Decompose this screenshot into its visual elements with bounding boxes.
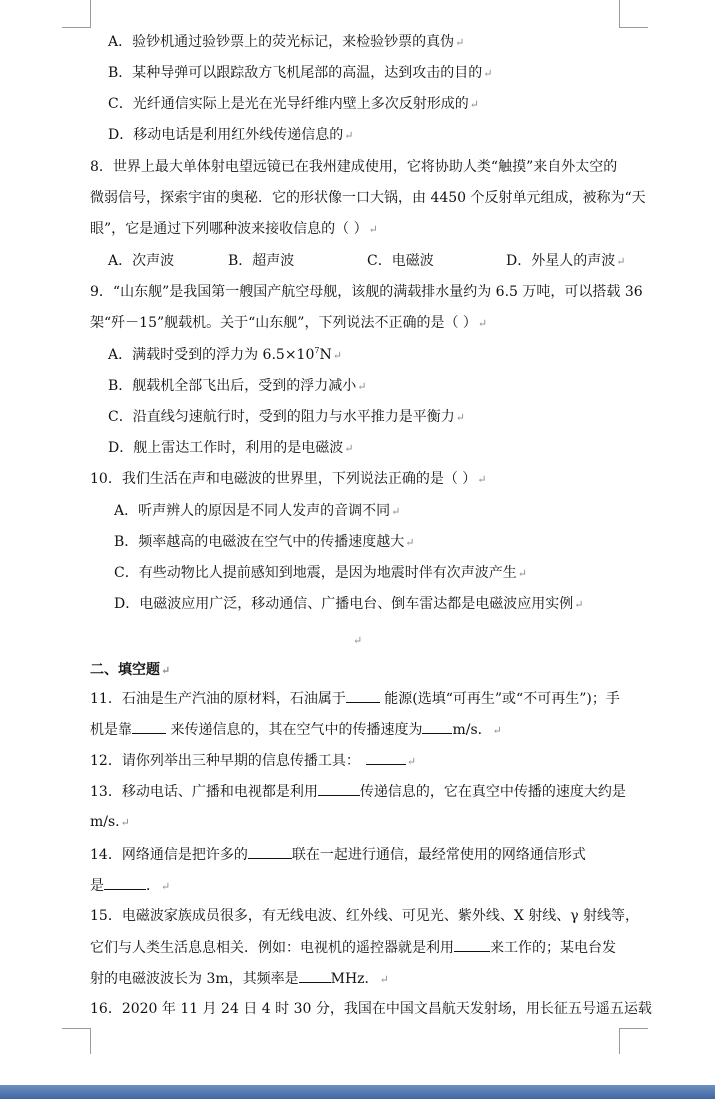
q9-option-c: C．沿直线匀速航行时，受到的阻力与水平推力是平衡力↵ <box>108 409 465 425</box>
q11-line-2: 机是靠 来传递信息的，其在空气中的传播速度为 m/s．↵ <box>90 719 502 741</box>
q9-option-b: B．舰载机全部飞出后，受到的浮力减小↵ <box>108 378 367 394</box>
q10-option-c: C．有些动物比人提前感知到地震，是因为地震时伴有次声波产生↵ <box>114 565 527 581</box>
q11-blank-1[interactable] <box>346 688 380 703</box>
crop-mark-top-right-v <box>619 0 620 28</box>
q13-line-1: 13．移动电话、广播和电视都是利用 传递信息的，它在真空中传播的速度大约是 <box>90 781 626 802</box>
q8-stem-line-1: 8．世界上最大单体射电望远镜已在我州建成使用，它将协助人类“触摸”来自外太空的 <box>90 159 618 175</box>
crop-mark-top-right-h <box>620 27 648 28</box>
crop-mark-bottom-right-v <box>619 1028 620 1054</box>
crop-mark-bottom-right-h <box>620 1028 648 1029</box>
q15-line-3: 射的电磁波波长为 3m，其频率是 MHz．↵ <box>90 968 389 990</box>
q7-option-d: D．移动电话是利用红外线传递信息的↵ <box>108 127 354 143</box>
q12-line: 12．请你列举出三种早期的信息传播工具： ↵ <box>90 750 416 772</box>
q12-blank[interactable] <box>366 750 406 765</box>
q9-option-d: D．舰上雷达工作时，利用的是电磁波↵ <box>108 440 354 456</box>
q8-stem-line-3: 眼”，它是通过下列哪种波来接收信息的（ ）↵ <box>90 221 378 237</box>
q8-option-d: D．外星人的声波↵ <box>506 253 626 269</box>
q10-option-b: B．频率越高的电磁波在空气中的传播速度越大↵ <box>114 534 415 550</box>
empty-paragraph-mark: ↵ <box>353 634 363 647</box>
q10-stem: 10．我们生活在声和电磁波的世界里，下列说法正确的是（ ）↵ <box>90 471 487 487</box>
q14-line-1: 14．网络通信是把许多的 联在一起进行通信，最经常使用的网络通信形式 <box>90 844 586 865</box>
q14-blank-1[interactable] <box>248 844 292 859</box>
q16-line-1: 16．2020 年 11 月 24 日 4 时 30 分，我国在中国文昌航天发射场，用长征五号遥五运载 <box>90 1001 652 1017</box>
q7-option-b: B．某种导弹可以跟踪敌方飞机尾部的高温，达到攻击的目的↵ <box>108 65 493 81</box>
q15-blank-2[interactable] <box>299 968 331 983</box>
q8-option-b: B．超声波 <box>228 253 295 269</box>
crop-mark-top-left-h <box>62 27 90 28</box>
q15-line-1: 15．电磁波家族成员很多，有无线电波、红外线、可见光、紫外线、X 射线、γ 射线等， <box>90 908 640 924</box>
q13-line-2: m/s.↵ <box>90 814 130 830</box>
crop-mark-bottom-left-v <box>90 1028 91 1054</box>
q11-line-1: 11．石油是生产汽油的原材料，石油属于 能源(选填“可再生”或“不可再生”)；手 <box>90 688 620 709</box>
q8-stem-line-2: 微弱信号，探索宇宙的奥秘．它的形状像一口大锅，由 4450 个反射单元组成，被称为“天 <box>90 190 646 206</box>
q8-option-c: C．电磁波 <box>367 253 434 269</box>
q7-option-a: A．验钞机通过验钞票上的荧光标记，来检验钞票的真伪↵ <box>108 34 465 50</box>
q8-option-a: A．次声波 <box>108 253 175 269</box>
q11-blank-2[interactable] <box>132 719 166 734</box>
window-bottom-bar <box>0 1085 715 1099</box>
q9-option-a: A．满载时受到的浮力为 $6.5\times 10^7N↵$ <box>108 346 342 363</box>
q9-stem-line-1: 9．“山东舰”是我国第一艘国产航空母舰，该舰的满载排水量约为 6.5 万吨，可以搭载 36 <box>90 284 643 300</box>
q13-blank[interactable] <box>318 781 360 796</box>
q7-option-c: C．光纤通信实际上是光在光导纤维内壁上多次反射形成的↵ <box>108 96 479 112</box>
q15-line-2: 它们与人类生活息息相关．例如：电视机的遥控器就是利用 来工作的；某电台发 <box>90 937 616 958</box>
q9-stem-line-2: 架“歼－15”舰载机。关于“山东舰”，下列说法不正确的是（ ）↵ <box>90 315 488 331</box>
crop-mark-bottom-left-h <box>62 1028 90 1029</box>
section-title-fill-in: 二、填空题↵ <box>90 662 171 678</box>
q14-blank-2[interactable] <box>104 875 146 890</box>
q11-blank-3[interactable] <box>422 719 452 734</box>
q15-blank-1[interactable] <box>454 937 490 952</box>
crop-mark-top-left-v <box>90 0 91 28</box>
q14-line-2: 是 ．↵ <box>90 875 170 897</box>
q10-option-a: A．听声辨人的原因是不同人发声的音调不同↵ <box>114 503 401 519</box>
q10-option-d: D．电磁波应用广泛，移动通信、广播电台、倒车雷达都是电磁波应用实例↵ <box>114 596 584 612</box>
